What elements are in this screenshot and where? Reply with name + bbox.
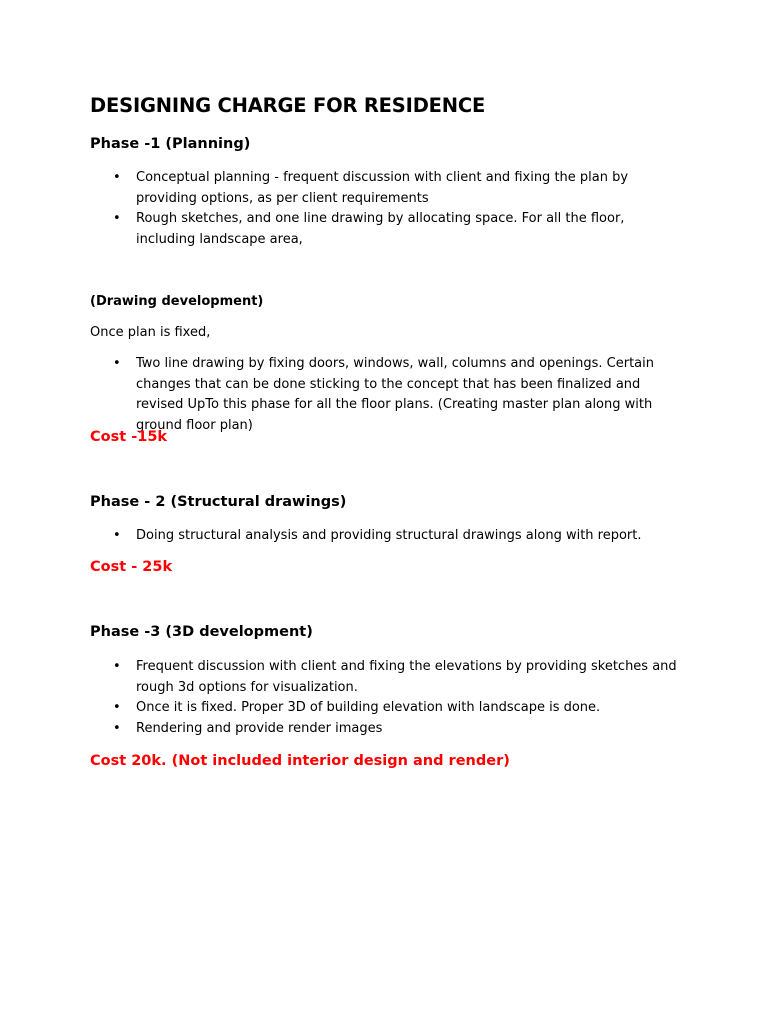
phase3-bullet-3: Rendering and provide render images: [136, 721, 383, 736]
once-plan-fixed-text: Once plan is fixed,: [90, 325, 211, 340]
phase2-heading: Phase - 2 (Structural drawings): [90, 494, 347, 510]
phase1-bullet-1: Conceptual planning - frequent discussion with client and fixing the plan by providing options, as per client requirements: [136, 170, 629, 206]
phase2-bullet-1: Doing structural analysis and providing structural drawings along with report.: [136, 528, 642, 543]
drawing-development-subheading: (Drawing development): [90, 294, 264, 309]
phase3-heading: Phase -3 (3D development): [90, 624, 313, 640]
phase2-cost: Cost - 25k: [90, 559, 173, 575]
bullet-icon: •: [113, 528, 121, 543]
phase3-bullet-2: Once it is fixed. Proper 3D of building elevation with landscape is done.: [136, 700, 601, 715]
phase1-heading: Phase -1 (Planning): [90, 136, 251, 152]
phase3-bullet-1: Frequent discussion with client and fixing the elevations by providing sketches and rough 3d options for visualization.: [136, 659, 677, 695]
bullet-icon: •: [113, 211, 121, 226]
document-title: DESIGNING CHARGE FOR RESIDENCE: [90, 94, 486, 117]
drawing-development-bullet-1: Two line drawing by fixing doors, windows, wall, columns and openings. Certain changes that can be done sticking to the concept that has been finalized and revised UpTo this phase for all the floor plans. (Creating master plan along with ground floor plan): [136, 356, 654, 433]
phase3-cost: Cost 20k. (Not included interior design and render): [90, 753, 510, 769]
bullet-icon: •: [113, 356, 121, 371]
phase1-cost: Cost -15k: [90, 429, 168, 445]
bullet-icon: •: [113, 700, 121, 715]
phase1-bullet-2: Rough sketches, and one line drawing by allocating space. For all the floor, including landscape area,: [136, 211, 625, 247]
bullet-icon: •: [113, 659, 121, 674]
bullet-icon: •: [113, 721, 121, 736]
bullet-icon: •: [113, 170, 121, 185]
